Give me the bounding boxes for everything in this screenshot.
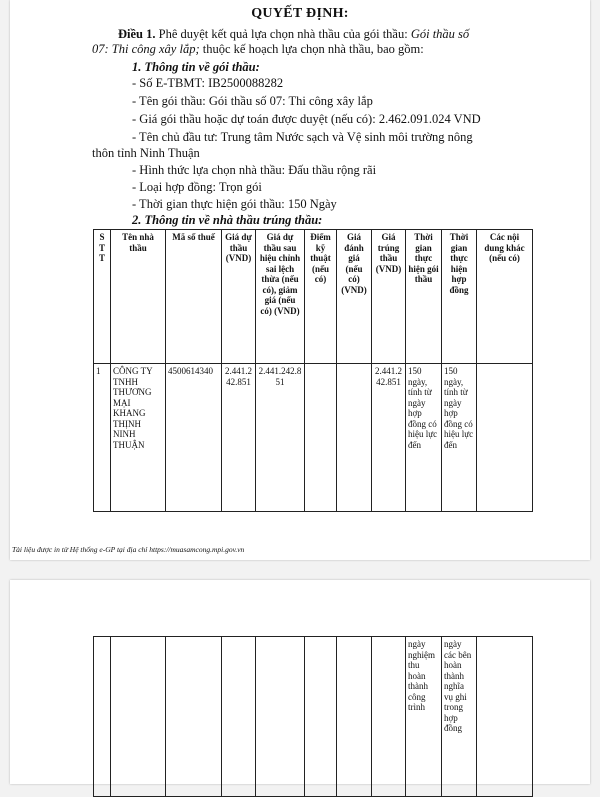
table-header-row [94, 230, 533, 364]
article-1-line-1: Điều 1. Phê duyệt kết quả lựa chọn nhà thầu của gói thầu: Gói thầu số [118, 27, 470, 41]
article-label: Điều 1. [118, 27, 156, 41]
cell-name: CÔNG TY TNHH THƯƠNG MẠI KHANG THỊNH NINH THUẬN [111, 364, 166, 512]
cell-other [477, 364, 533, 512]
cell-win: 2.441.242.851 [372, 364, 406, 512]
article-1-line-2: 07: Thi công xây lắp; thuộc kế hoạch lựa chọn nhà thầu, bao gồm: [92, 42, 424, 56]
cell-score [305, 364, 337, 512]
cell-time-contract: 150 ngày, tính từ ngày hợp đồng có hiệu lực đến [442, 364, 477, 512]
info-item: - Giá gói thầu hoặc dự toán được duyệt (nếu có): 2.462.091.024 VND [132, 112, 481, 126]
col-header-win: Giá trúng thầu (VND) [372, 230, 406, 364]
col-header-score: Điểm kỹ thuật (nếu có) [305, 230, 337, 364]
info-item: - Tên gói thầu: Gói thầu số 07: Thi công xây lắp [132, 94, 373, 108]
cell-bid: 2.441.242.851 [222, 364, 256, 512]
document-title: QUYẾT ĐỊNH: [251, 6, 349, 21]
col-header-bid: Giá dự thầu (VND) [222, 230, 256, 364]
info-item: - Tên chủ đầu tư: Trung tâm Nước sạch và Vệ sinh môi trường nông [132, 130, 473, 144]
section-2-heading: 2. Thông tin về nhà thầu trúng thầu: [132, 213, 323, 227]
col-header-time-contract: Thời gian thực hiện hợp đồng [442, 230, 477, 364]
table-row [94, 364, 533, 512]
table-row [94, 637, 533, 797]
col-header-name: Tên nhà thầu [111, 230, 166, 364]
footer-note: Tài liệu được in từ Hệ thống e-GP tại địa chỉ https://muasamcong.mpi.gov.vn [12, 545, 245, 554]
winning-bidder-table [93, 229, 533, 512]
col-header-other: Các nội dung khác (nếu có) [477, 230, 533, 364]
cell-tax: 4500614340 [166, 364, 222, 512]
col-header-stt: S T T [94, 230, 111, 364]
cell-time-package: 150 ngày, tính từ ngày hợp đồng có hiệu lực đến [406, 364, 442, 512]
cell-stt: 1 [94, 364, 111, 512]
cell-time-package-cont: ngày nghiệm thu hoàn thành công trình [406, 637, 442, 797]
col-header-tax: Mã số thuế [166, 230, 222, 364]
info-item: - Thời gian thực hiện gói thầu: 150 Ngày [132, 197, 337, 211]
col-header-bid-adjusted: Giá dự thầu sau hiệu chỉnh sai lệch thừa (nếu có), giảm giá (nếu có) (VND) [256, 230, 305, 364]
cell-bid-adjusted: 2.441.242.851 [256, 364, 305, 512]
col-header-time-package: Thời gian thực hiện gói thầu [406, 230, 442, 364]
info-item: - Số E-TBMT: IB2500088282 [132, 76, 284, 90]
winning-bidder-table-continued [93, 636, 533, 797]
cell-time-contract-cont: ngày các bên hoàn thành nghĩa vụ ghi trong hợp đồng [442, 637, 477, 797]
cell-eval [337, 364, 372, 512]
section-1-heading: 1. Thông tin về gói thầu: [132, 60, 260, 74]
col-header-eval: Giá đánh giá (nếu có) (VND) [337, 230, 372, 364]
info-item: - Loại hợp đồng: Trọn gói [132, 180, 262, 194]
info-item: thôn tỉnh Ninh Thuận [92, 146, 200, 160]
info-item: - Hình thức lựa chọn nhà thầu: Đấu thầu rộng rãi [132, 163, 377, 177]
